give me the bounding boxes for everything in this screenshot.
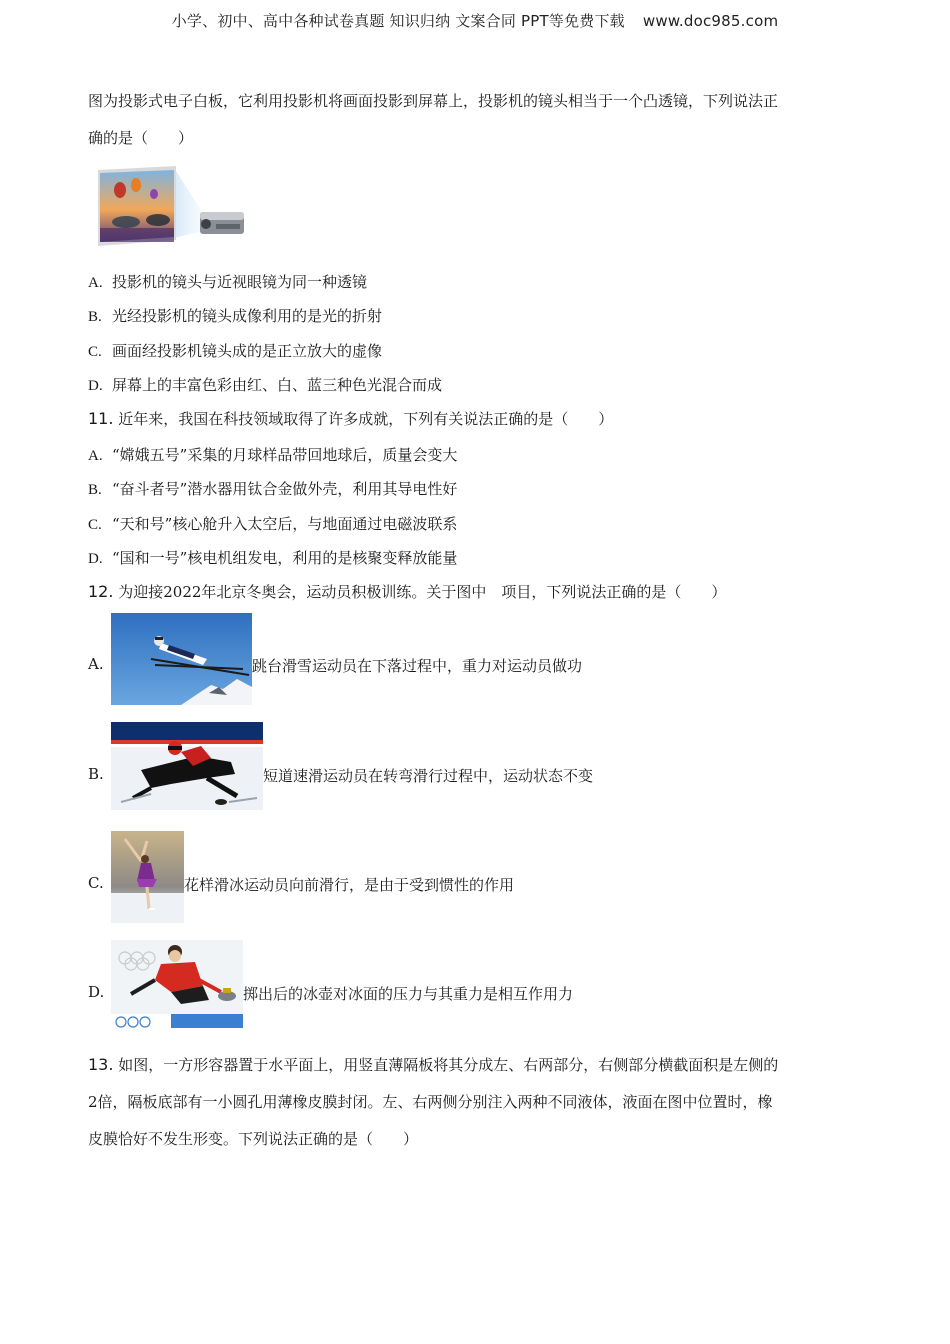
option-text: 画面经投影机镜头成的是正立放大的虚像 — [112, 342, 383, 360]
q11-stem — [88, 408, 613, 429]
q12-option-a-text: 跳台滑雪运动员在下落过程中，重力对运动员做功 — [252, 657, 583, 675]
question-number: 12. — [88, 582, 114, 601]
q12-stem-text: 为迎接2022年北京冬奥会，运动员积极训练。关于图中 项目，下列说法正确的是（ ） — [118, 583, 727, 601]
q10-option-d[interactable] — [88, 374, 442, 395]
header-url[interactable]: www.doc985.com — [642, 12, 779, 30]
q10-option-a[interactable] — [88, 271, 367, 292]
q12-stem — [88, 581, 726, 602]
option-text: “国和一号”核电机组发电，利用的是核聚变释放能量 — [112, 549, 458, 567]
question-number: 13. — [88, 1055, 114, 1074]
q11-option-a[interactable] — [88, 444, 457, 465]
q12-option-d-letter[interactable]: D. — [88, 983, 105, 1001]
short-track-skating-image — [111, 722, 263, 810]
q11-option-d[interactable] — [88, 547, 457, 568]
curling-image — [111, 940, 243, 1028]
q11-stem-text: 近年来，我国在科技领域取得了许多成就，下列有关说法正确的是（ ） — [118, 410, 614, 428]
ski-jumping-image — [111, 613, 252, 705]
question-number: 11. — [88, 409, 114, 428]
option-text: “嫦娥五号”采集的月球样品带回地球后，质量会变大 — [112, 446, 458, 464]
q11-option-b[interactable] — [88, 478, 457, 499]
q12-option-c-text: 花样滑冰运动员向前滑行，是由于受到惯性的作用 — [184, 876, 515, 894]
q10-stem-line1: 图为投影式电子白板，它利用投影机将画面投影到屏幕上，投影机的镜头相当于一个凸透镜，下列说法正 — [88, 92, 779, 110]
q12-option-d-text: 掷出后的冰壶对冰面的压力与其重力是相互作用力 — [243, 985, 574, 1003]
option-text: 光经投影机的镜头成像利用的是光的折射 — [112, 307, 383, 325]
projector-whiteboard-image — [96, 160, 246, 248]
page-header — [0, 10, 950, 31]
figure-skating-image — [111, 831, 184, 923]
q13-stem-line2: 2倍，隔板底部有一小圆孔用薄橡皮膜封闭。左、右两侧分别注入两种不同液体，液面在图中位置时，橡 — [88, 1093, 773, 1111]
option-letter: D. — [88, 551, 103, 567]
option-letter: C. — [88, 517, 102, 533]
option-letter: B. — [88, 309, 102, 325]
header-title: 小学、初中、高中各种试卷真题 知识归纳 文案合同 PPT等免费下载 — [171, 12, 625, 30]
q10-option-b[interactable] — [88, 305, 382, 326]
q12-option-a-letter[interactable]: A. — [88, 655, 104, 673]
q12-option-c-letter[interactable]: C. — [88, 874, 104, 892]
q13-stem-line3: 皮膜恰好不发生形变。下列说法正确的是（ ） — [88, 1130, 419, 1148]
q11-option-c[interactable] — [88, 513, 457, 534]
q13-stem-line1 — [88, 1054, 778, 1075]
option-letter: A. — [88, 448, 103, 464]
option-letter: B. — [88, 482, 102, 498]
option-letter: C. — [88, 344, 102, 360]
option-text: 屏幕上的丰富色彩由红、白、蓝三种色光混合而成 — [112, 376, 443, 394]
option-text: “天和号”核心舱升入太空后，与地面通过电磁波联系 — [112, 515, 458, 533]
q13-stem-text-1: 如图，一方形容器置于水平面上，用竖直薄隔板将其分成左、右两部分，右侧部分横截面积是左侧的 — [118, 1056, 779, 1074]
q12-option-b-letter[interactable]: B. — [88, 765, 104, 783]
q10-option-c[interactable] — [88, 340, 382, 361]
q10-stem-line2: 确的是（ ） — [88, 129, 194, 147]
option-letter: A. — [88, 275, 103, 291]
option-text: 投影机的镜头与近视眼镜为同一种透镜 — [112, 273, 368, 291]
option-letter: D. — [88, 378, 103, 394]
option-text: “奋斗者号”潜水器用钛合金做外壳，利用其导电性好 — [112, 480, 458, 498]
q12-option-b-text: 短道速滑运动员在转弯滑行过程中，运动状态不变 — [263, 767, 594, 785]
